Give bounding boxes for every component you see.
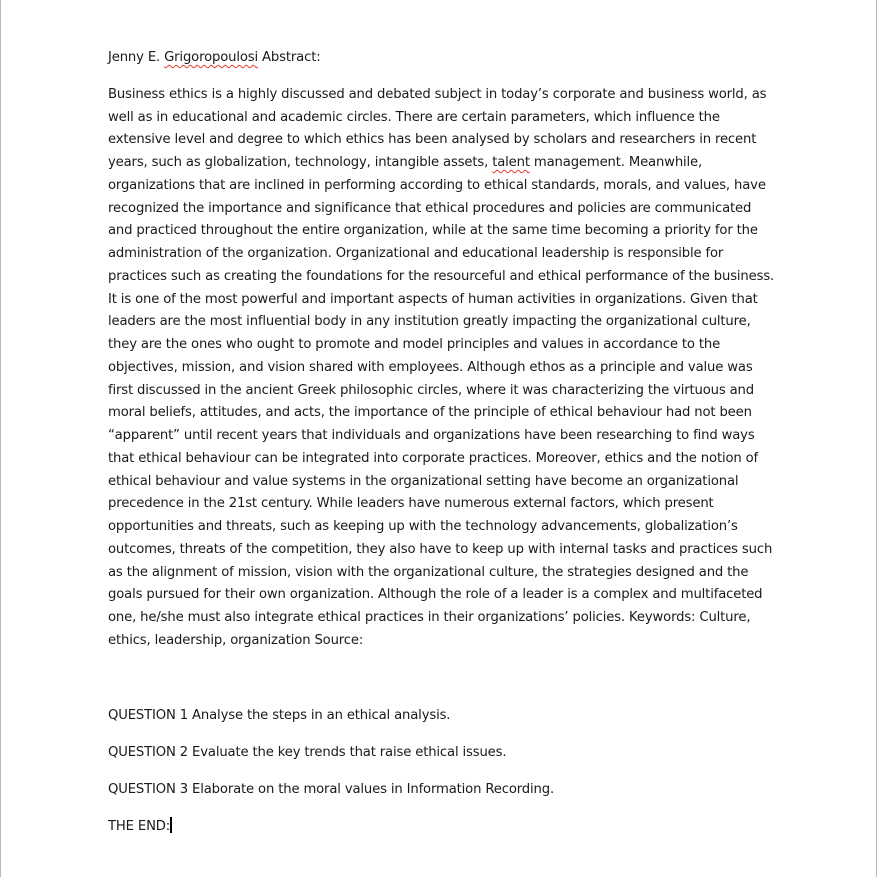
abstract-text-part2: management. Meanwhile, organizations that are inclined in performing according to ethical standards, morals, and values, have recognized the importance and significance that ethical procedures and policies are communicated and practiced throughout the entire organization, while at the same time becoming a priority for the administration of the organization. Organizational and educational leadership is responsible for practices such as creating the foundations for the resourceful and ethical performance of the business. It is one of the most powerful and important aspects of human activities in organizations. Given that leaders are the most influential body in any institution greatly impacting the organizational culture, they are the ones who ought to promote and model principles and values in accordance to the objectives, mission, and vision shared with employees. Although ethos as a principle and value was first discussed in the ancient Greek philosophic circles, where it was characterizing the virtuous and moral beliefs, attitudes, and acts, the importance of the principle of ethical behaviour had not been “apparent” until recent years that individuals and organizations have been researching to find ways that ethical behaviour can be integrated into corporate practices. Moreover, ethics and the notion of ethical behaviour and value systems in the organizational setting have become an organizational precedence in the 21st century. While leaders have numerous external factors, which present opportunities and threats, such as keeping up with the technology advancements, globalization’s outcomes, threats of the competition, they also have to keep up with internal tasks and practices such as the alignment of mission, vision with the organizational culture, the strategies designed and the goals pursued for their own organization. Although the role of a leader is a complex and multifaceted one, he/she must also integrate ethical practices in their organizations’ policies. Keywords: Culture, ethics, leadership, organization Source: [108, 155, 775, 648]
abstract-text-part1: Business ethics is a highly discussed and debated subject in today’s corporate and business world, as well as in educational and academic circles. There are certain parameters, which influence the extensive level and degree to which ethics has been analysed by scholars and researchers in recent years, such as globalization, technology, intangible assets, [108, 86, 767, 170]
author-suffix: Abstract: [258, 50, 321, 65]
end-text: THE END: [108, 819, 171, 835]
abstract-flagged-word[interactable]: talent [492, 155, 530, 170]
document-body[interactable] [108, 47, 778, 839]
abstract-paragraph[interactable] [108, 84, 778, 653]
author-prefix: Jenny E. [108, 50, 165, 65]
question-3[interactable]: QUESTION 3 Elaborate on the moral values in Information Recording. [108, 782, 554, 797]
question-2[interactable]: QUESTION 2 Evaluate the key trends that raise ethical issues. [108, 744, 507, 760]
question-1[interactable]: QUESTION 1 Analyse the steps in an ethical analysis. [108, 707, 451, 723]
author-surname-misspelled[interactable]: Grigoropoulosi [164, 50, 259, 65]
text-cursor [170, 817, 172, 833]
author-line[interactable] [108, 47, 778, 70]
end-line[interactable] [108, 816, 778, 839]
